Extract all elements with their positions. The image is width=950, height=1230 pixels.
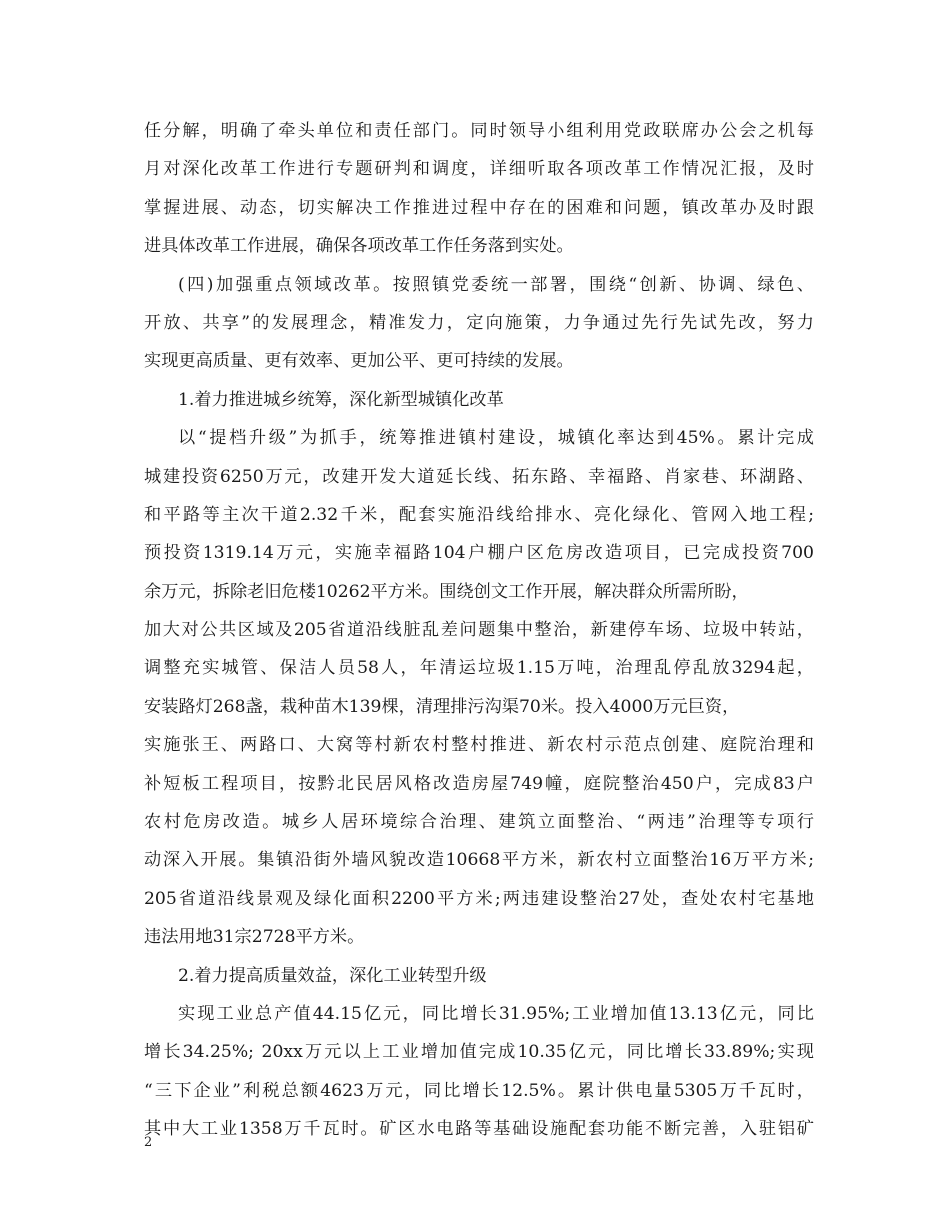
text-line: 违法用地31宗2728平方米。 <box>144 927 365 948</box>
text-line: 调整充实城管、保洁人员58人，年清运垃圾1.15万吨，治理乱停乱放3294起， <box>144 658 814 679</box>
text-line: 动深入开展。集镇沿街外墙风貌改造10668平方米，新农村立面整治16万平方米; <box>144 850 814 871</box>
text-line: 安装路灯268盏，栽种苗木139棵，清理排污沟渠70米。投入4000万元巨资， <box>144 696 740 717</box>
text-line: (四)加强重点领域改革。按照镇党委统一部署，围绕“创新、协调、绿色、 <box>178 274 814 295</box>
text-line: “三下企业”利税总额4623万元，同比增长12.5%。累计供电量5305万千瓦时， <box>144 1080 814 1101</box>
text-line: 月对深化改革工作进行专题研判和调度，详细听取各项改革工作情况汇报，及时 <box>144 159 814 180</box>
text-line: 预投资1319.14万元，实施幸福路104户棚户区危房改造项目，已完成投资700 <box>144 543 814 564</box>
text-line: 掌握进展、动态，切实解决工作推进过程中存在的困难和问题，镇改革办及时跟 <box>144 197 814 218</box>
text-line: 实施张王、两路口、大窝等村新农村整村推进、新农村示范点创建、庭院治理和 <box>144 735 814 756</box>
text-line: 补短板工程项目，按黔北民居风格改造房屋749幢，庭院整治450户，完成83户 <box>144 773 814 794</box>
text-line: 进具体改革工作进展，确保各项改革工作任务落到实处。 <box>144 236 574 257</box>
text-line: 增长34.25%; 20xx万元以上工业增加值完成10.35亿元，同比增长33.89%;实现 <box>144 1042 814 1063</box>
text-line: 205省道沿线景观及绿化面积2200平方米;两违建设整治27处，查处农村宅基地 <box>144 888 814 909</box>
text-line: 加大对公共区域及205省道沿线脏乱差问题集中整治，新建停车场、垃圾中转站， <box>144 620 814 641</box>
text-line: 余万元，拆除老旧危楼10262平方米。围绕创文工作开展，解决群众所需所盼， <box>144 581 749 602</box>
document-body <box>144 112 814 1149</box>
text-line: 开放、共享”的发展理念，精准发力，定向施策，力争通过先行先试先改，努力 <box>144 312 814 333</box>
text-line: 其中大工业1358万千瓦时。矿区水电路等基础设施配套功能不断完善，入驻铝矿 <box>144 1119 814 1140</box>
text-line: 实现工业总产值44.15亿元，同比增长31.95%;工业增加值13.13亿元，同比 <box>178 1003 814 1024</box>
page-number: 2 <box>144 1135 153 1150</box>
text-line: 任分解，明确了牵头单位和责任部门。同时领导小组利用党政联席办公会之机每 <box>144 121 814 141</box>
text-line: 1.着力推进城乡统筹，深化新型城镇化改革 <box>178 389 504 410</box>
text-line: 实现更高质量、更有效率、更加公平、更可持续的发展。 <box>144 351 574 372</box>
text-line: 城建投资6250万元，改建开发大道延长线、拓东路、幸福路、肖家巷、环湖路、 <box>144 466 814 487</box>
text-line: 以“提档升级”为抓手，统筹推进镇村建设，城镇化率达到45%。累计完成 <box>178 428 814 449</box>
text-line: 农村危房改造。城乡人居环境综合治理、建筑立面整治、“两违”治理等专项行 <box>144 812 814 833</box>
text-line: 和平路等主次干道2.32千米，配套实施沿线给排水、亮化绿化、管网入地工程; <box>144 504 814 525</box>
text-line: 2.着力提高质量效益，深化工业转型升级 <box>178 965 487 986</box>
